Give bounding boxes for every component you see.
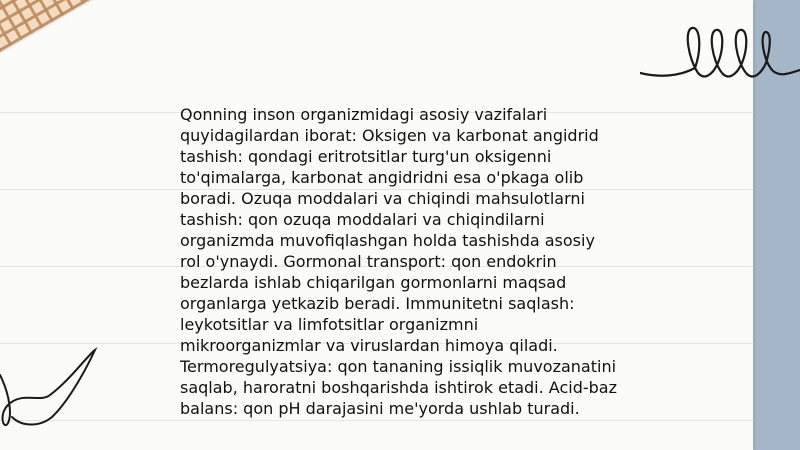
curl-scribble-icon [0, 345, 100, 435]
body-text: Qonning inson organizmidagi asosiy vazifalari quyidagilardan iborat: Oksigen va karbonat angidrid tashish: qondagi eritrotsitlar turg'un oksigenni to'qimalarga, karbonat angidridni esa o'pkaga olib boradi. Ozuqa moddalari va chiqindi mahsulotlarni tashish: qon ozuqa moddalari va chiqindilarni organizmda muvofiqlashgan holda tashishda asosiy rol o'ynaydi. Gormonal transport: qon endokrin bezlarda ishlab chiqarilgan gormonlarni maqsad organlarga yetkazib beradi. Immunitetni saqlash: leykotsitlar va limfotsitlar organizmni mikroorganizmlar va viruslardan himoya qiladi. Termoregulyatsiya: qon tananing issiqlik muvozanatini saqlab, haroratni boshqarishda ishtirok etadi. Acid-baz balans: qon pH darajasini me'yorda ushlab turadi. [180, 105, 617, 418]
loop-scribble-icon [640, 18, 800, 88]
plaid-tape-icon [0, 0, 249, 58]
